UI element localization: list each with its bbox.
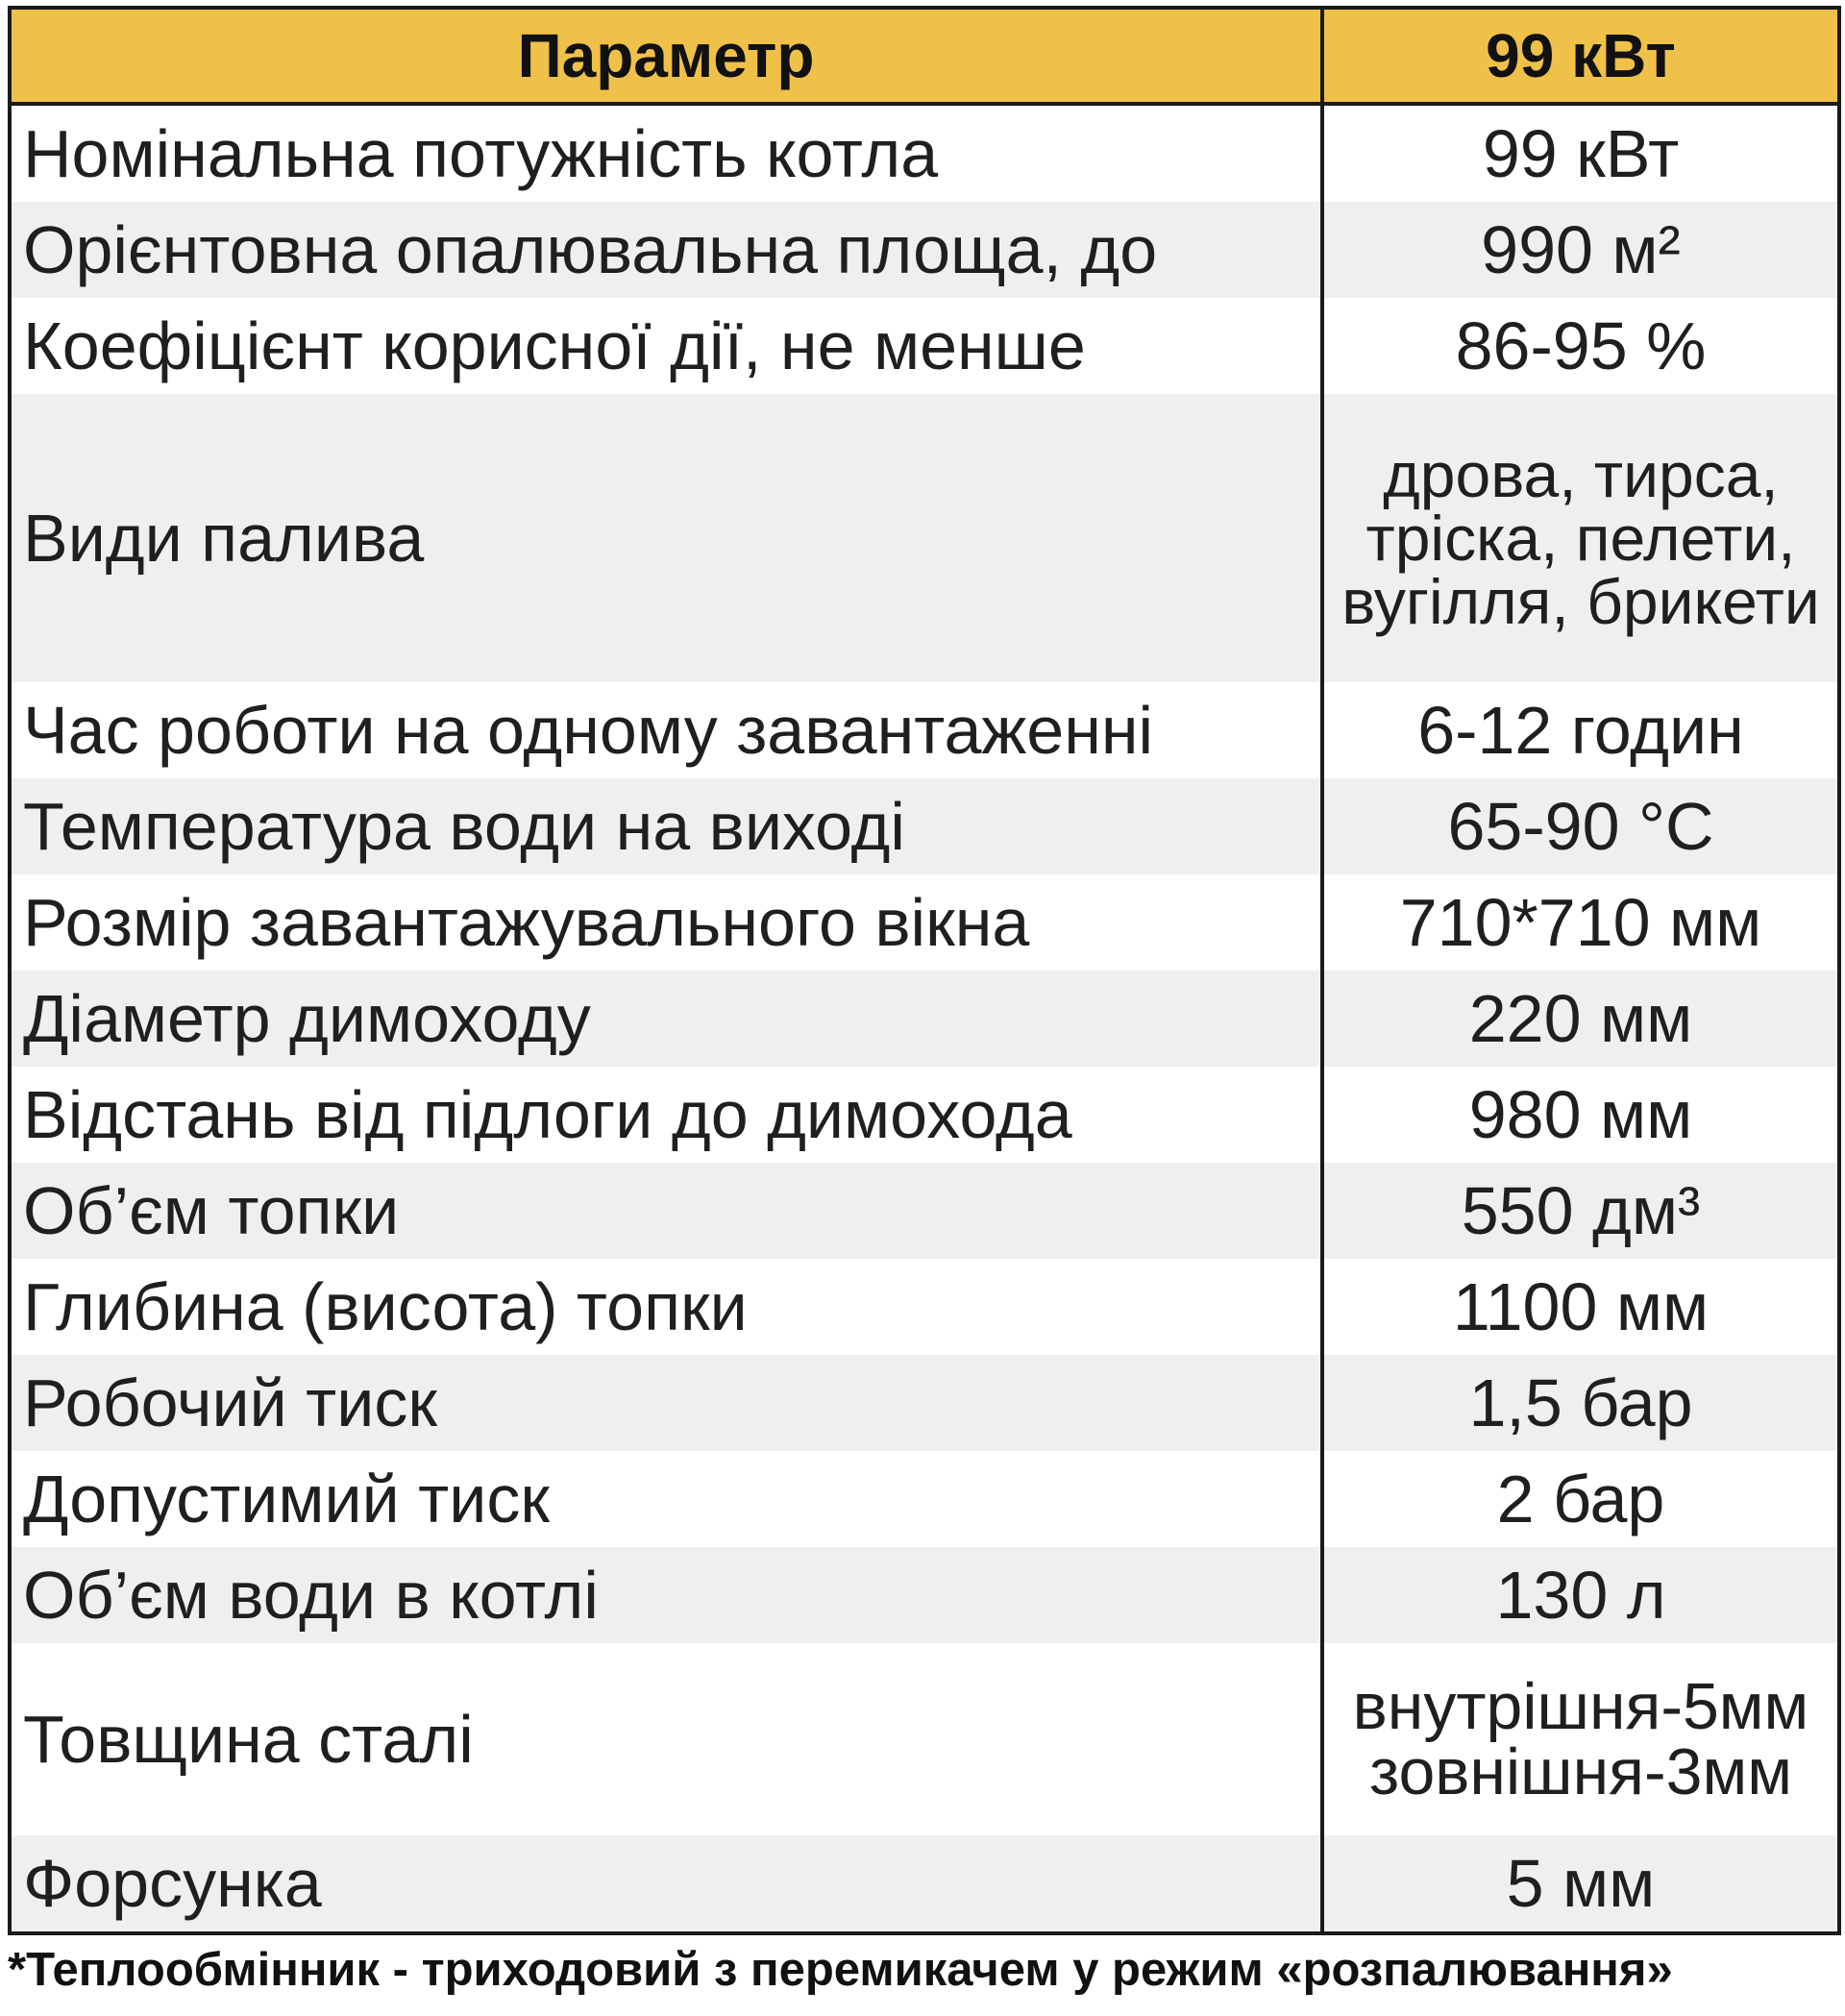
fuel-line-1: дрова, тирса, (1383, 439, 1779, 510)
param-loading-window-size: Розмір завантажувального вікна (10, 874, 1322, 971)
value-steel-thickness (1322, 1643, 1839, 1835)
value-allowed-pressure: 2 бар (1322, 1451, 1839, 1547)
param-operating-time: Час роботи на одному завантаженні (10, 682, 1322, 778)
table-row (10, 1451, 1839, 1547)
table-header-row (10, 8, 1839, 104)
param-chimney-diameter: Діаметр димоходу (10, 971, 1322, 1067)
param-heating-area: Орієнтовна опалювальна площа, до (10, 202, 1322, 298)
value-nozzle: 5 мм (1322, 1835, 1839, 1933)
value-firebox-volume: 550 дм³ (1322, 1163, 1839, 1259)
param-nozzle: Форсунка (10, 1835, 1322, 1933)
param-efficiency: Коефіцієнт корисної дії, не менше (10, 298, 1322, 394)
fuel-line-2: тріска, пелети, (1365, 503, 1796, 574)
table-row (10, 1163, 1839, 1259)
param-allowed-pressure: Допустимий тиск (10, 1451, 1322, 1547)
value-operating-time: 6-12 годин (1322, 682, 1839, 778)
table-row (10, 778, 1839, 874)
table-row (10, 298, 1839, 394)
param-steel-thickness: Товщина сталі (10, 1643, 1322, 1835)
param-water-temperature: Температура води на виході (10, 778, 1322, 874)
table-row (10, 1067, 1839, 1163)
value-nominal-power: 99 кВт (1322, 104, 1839, 202)
table-row (10, 1547, 1839, 1643)
value-fuel-types (1322, 394, 1839, 682)
value-floor-to-chimney: 980 мм (1322, 1067, 1839, 1163)
header-power-value: 99 кВт (1322, 8, 1839, 104)
table-row (10, 1643, 1839, 1835)
value-working-pressure: 1,5 бар (1322, 1355, 1839, 1451)
steel-inner-line: внутрішня-5мм (1352, 1670, 1809, 1743)
steel-outer-line: зовнішня-3мм (1369, 1735, 1792, 1808)
value-water-volume: 130 л (1322, 1547, 1839, 1643)
value-chimney-diameter: 220 мм (1322, 971, 1839, 1067)
specifications-table (8, 6, 1841, 1935)
table-row (10, 104, 1839, 202)
table-row (10, 394, 1839, 682)
heat-exchanger-footnote: *Теплообмінник - триходовий з перемикачем у режим «розпалювання» (8, 1944, 1673, 1996)
param-fuel-types: Види палива (10, 394, 1322, 682)
table-row (10, 1259, 1839, 1355)
table-row (10, 971, 1839, 1067)
value-firebox-depth: 1100 мм (1322, 1259, 1839, 1355)
table-row (10, 1835, 1839, 1933)
param-floor-to-chimney: Відстань від підлоги до димохода (10, 1067, 1322, 1163)
value-efficiency: 86-95 % (1322, 298, 1839, 394)
value-heating-area: 990 м² (1322, 202, 1839, 298)
param-working-pressure: Робочий тиск (10, 1355, 1322, 1451)
table-row (10, 1355, 1839, 1451)
value-water-temperature: 65-90 °С (1322, 778, 1839, 874)
fuel-line-3: вугілля, брикети (1341, 566, 1820, 637)
table-row (10, 202, 1839, 298)
param-firebox-volume: Об’єм топки (10, 1163, 1322, 1259)
table-row (10, 682, 1839, 778)
table-row (10, 874, 1839, 971)
param-water-volume: Об’єм води в котлі (10, 1547, 1322, 1643)
header-parameter: Параметр (10, 8, 1322, 104)
param-nominal-power: Номінальна потужність котла (10, 104, 1322, 202)
param-firebox-depth: Глибина (висота) топки (10, 1259, 1322, 1355)
value-loading-window-size: 710*710 мм (1322, 874, 1839, 971)
